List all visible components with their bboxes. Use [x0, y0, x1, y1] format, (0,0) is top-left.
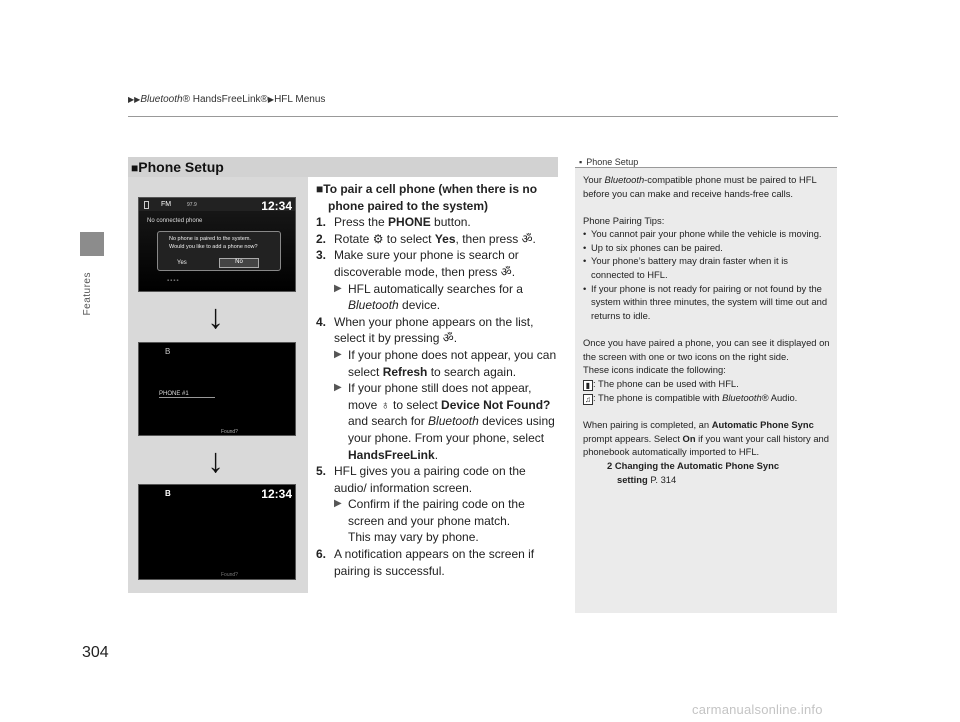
press-icon: ॐ — [442, 331, 454, 346]
knob-icon: ⚙ — [372, 231, 384, 246]
screen-phone-list: B PHONE #1 Found? — [138, 342, 296, 436]
side-note: ▪ Phone Setup Your Bluetooth-compatible phone must be paired to HFL before you can make and receive hands-free calls. Phone Pairing Tips: • You cannot pair your phone while the vehicle is moving. • Up to six phones can be paired. • Your phone’s battery may drain faster when it is connected to HFL. • If your phone is not ready for pairing or not found by the system within three minutes, the system will time out and returns to idle. Once you have paired a phone, you can see it displayed on the screen with one or two icons on the right side. These icons indicate the following: ▮ : The phone can be used with HFL. ♫ : The phone is compatible with Bluetooth® Audio. When pairing is completed, an Automatic Phone Sync prompt appears. Select On if you want your call history and phonebook automatically imported to HFL. 2 Changing the Automatic Phone Sync setting P. 314 — [575, 155, 837, 613]
yes-option: Yes — [177, 260, 187, 266]
note-tab-icon: ▪ — [579, 157, 583, 167]
no-option: No — [219, 258, 259, 268]
watermark: carmanualsonline.info — [692, 702, 823, 717]
arrow-down-icon: ↓ — [207, 442, 224, 480]
page-number: 304 — [82, 644, 109, 661]
chapter-label: Features — [82, 272, 93, 316]
screen-pair-prompt: FM 97.9 12:34 No connected phone No phone is paired to the system. Would you like to add a phone now? Yes No ▪▪▪▪ — [138, 197, 296, 292]
cross-reference[interactable]: 2 Changing the Automatic Phone Sync — [607, 460, 780, 471]
screen-pairing-code: B 12:34 Found? — [138, 484, 296, 580]
breadcrumb: ▶▶Bluetooth® HandsFreeLink®▶HFL Menus — [128, 94, 326, 105]
header-rule — [128, 116, 838, 117]
press-icon: ॐ — [500, 264, 512, 279]
joystick-icon: ♁ — [380, 397, 390, 412]
chapter-tab — [80, 232, 104, 256]
press-icon: ॐ — [521, 231, 533, 246]
breadcrumb-part1: Bluetooth — [140, 94, 183, 105]
pairing-steps: ■To pair a cell phone (when there is no phone paired to the system) 1. Press the PHONE button. 2. Rotate ⚙ to select Yes, then press ॐ. 3. Make sure your phone is search or discoverable mode, then press ॐ. ▶ HFL automatically searches for a Bluetooth device. 4. When your phone appears on the list, select it by pressing ॐ. ▶ If your phone does not appear, you can select Refresh to search again. ▶ If your phone still does not appear, move ♁ to select Device Not Found? and search for Bluetooth devices using your phone. From your phone, select HandsFreeLink. 5. HFL gives you a pairing code on the audio/ information screen. ▶ Confirm if the pairing code on the screen and your phone match. This may vary by phone. 6. A notification appears on the screen if pairing is successful. — [316, 181, 560, 579]
audio-icon: ♫ — [585, 394, 591, 404]
breadcrumb-part2: HFL Menus — [274, 94, 326, 105]
hfl-phone-icon: ▮ — [583, 380, 593, 391]
arrow-down-icon: ↓ — [207, 298, 224, 336]
section-header: ■Phone Setup — [128, 157, 558, 177]
phone-icon — [144, 201, 149, 209]
steps-heading: ■To pair a cell phone (when there is no phone paired to the system) — [316, 182, 538, 213]
